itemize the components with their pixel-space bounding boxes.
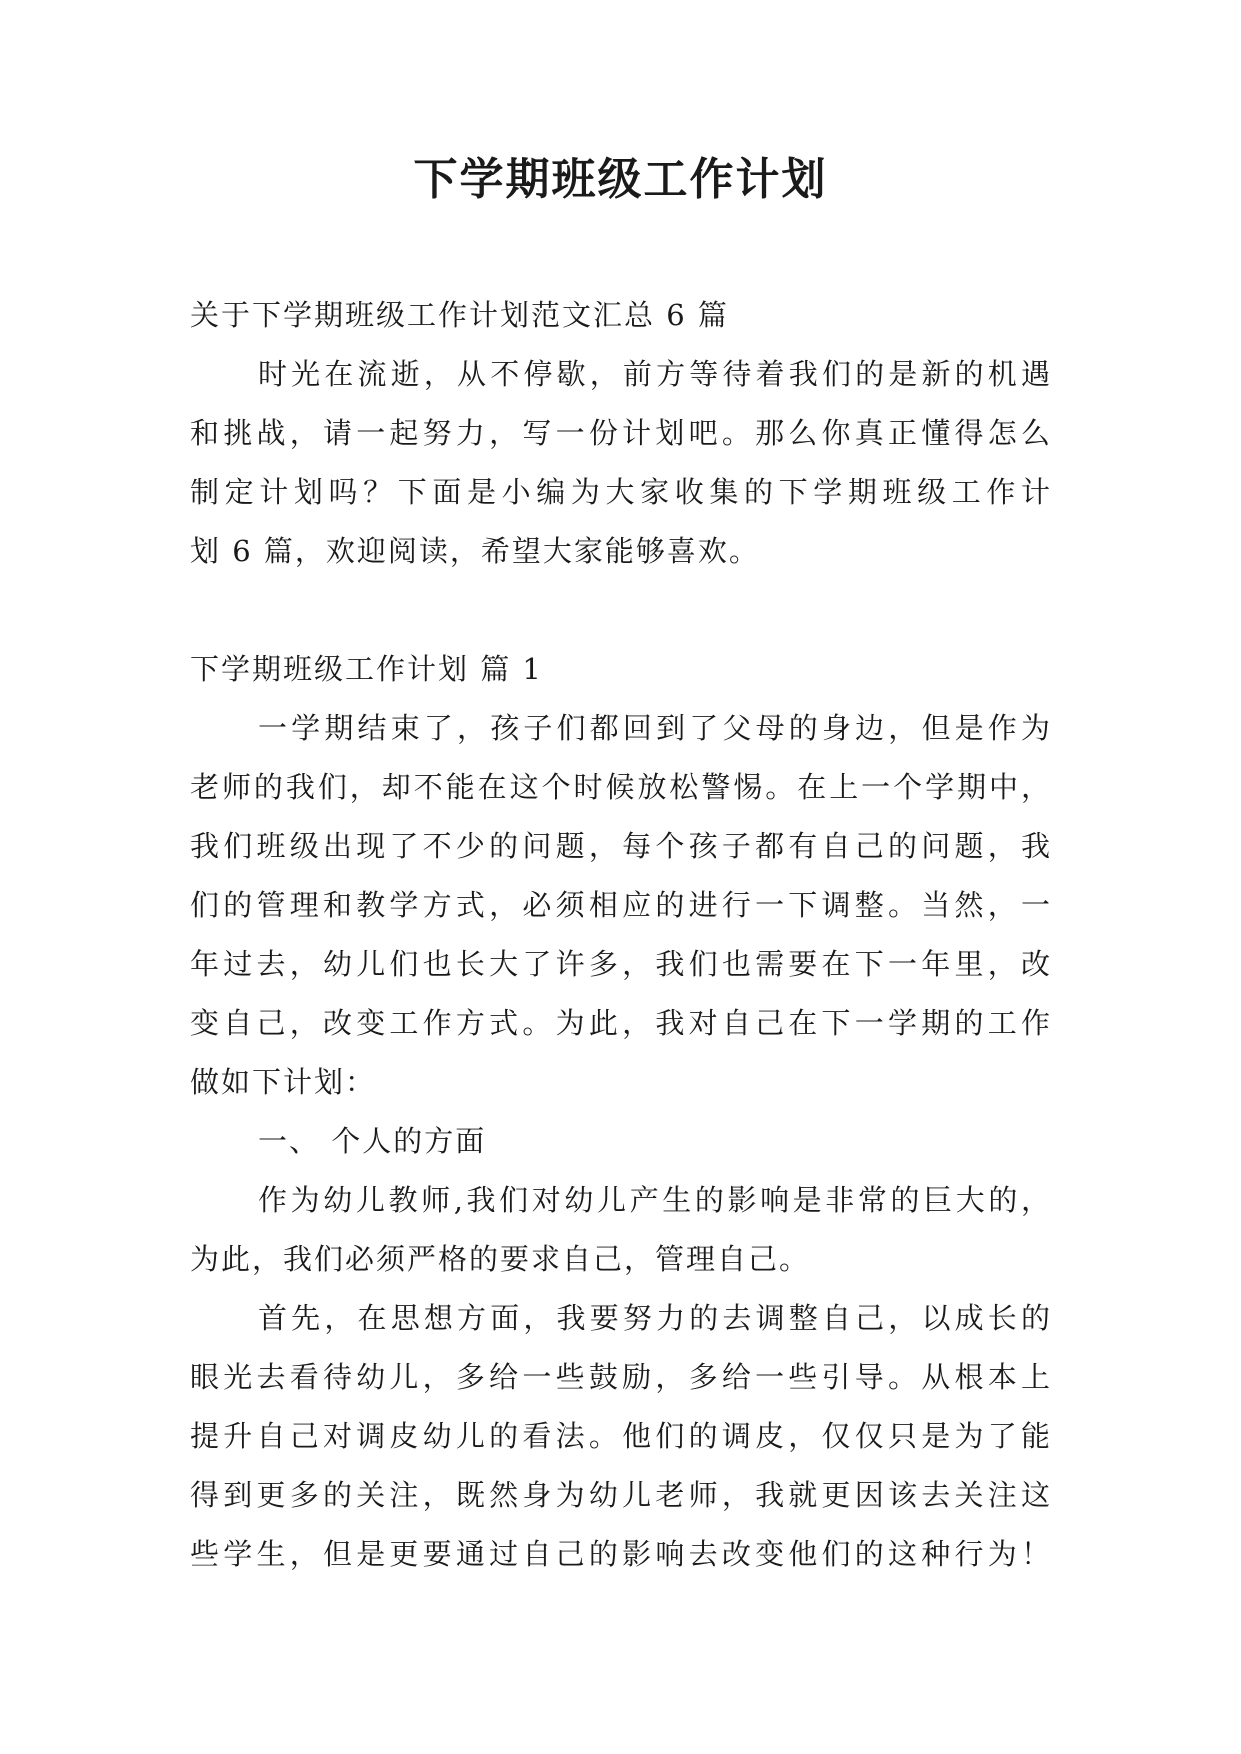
- paragraph-gap: [190, 581, 1052, 640]
- section-heading: 下学期班级工作计划 篇 1: [190, 652, 543, 686]
- paragraph-line: 变自己，改变工作方式。为此，我对自己在下一学期的工作: [190, 1006, 1052, 1040]
- paragraph-line: 我们班级出现了不少的问题，每个孩子都有自己的问题，我: [190, 829, 1052, 863]
- intro-line: 时光在流逝，从不停歇，前方等待着我们的是新的机遇: [258, 357, 1052, 391]
- document-subtitle: 关于下学期班级工作计划范文汇总 6 篇: [190, 298, 729, 332]
- item-heading: 一、 个人的方面: [258, 1124, 487, 1158]
- paragraph-line: 年过去，幼儿们也长大了许多，我们也需要在下一年里，改: [190, 947, 1052, 981]
- intro-line: 和挑战，请一起努力，写一份计划吧。那么你真正懂得怎么: [190, 416, 1052, 450]
- intro-line: 制定计划吗？下面是小编为大家收集的下学期班级工作计: [190, 475, 1052, 509]
- paragraph-line: 作为幼儿教师,我们对幼儿产生的影响是非常的巨大的，: [258, 1183, 1052, 1217]
- paragraph-line: 们的管理和教学方式，必须相应的进行一下调整。当然，一: [190, 888, 1052, 922]
- paragraph-line: 为此，我们必须严格的要求自己，管理自己。: [190, 1242, 811, 1276]
- paragraph-line: 些学生，但是更要通过自己的影响去改变他们的这种行为！: [190, 1537, 1052, 1571]
- document-title: 下学期班级工作计划: [413, 154, 828, 205]
- paragraph-line: 得到更多的关注，既然身为幼儿老师，我就更因该去关注这: [190, 1478, 1052, 1512]
- paragraph-line: 首先，在思想方面，我要努力的去调整自己，以成长的: [258, 1301, 1052, 1335]
- paragraph-line: 做如下计划：: [190, 1065, 377, 1099]
- document-body: [190, 286, 1052, 1584]
- paragraph-line: 眼光去看待幼儿，多给一些鼓励，多给一些引导。从根本上: [190, 1360, 1052, 1394]
- paragraph-line: 一学期结束了，孩子们都回到了父母的身边，但是作为: [258, 711, 1052, 745]
- intro-line: 划 6 篇，欢迎阅读，希望大家能够喜欢。: [190, 534, 760, 568]
- paragraph-line: 老师的我们，却不能在这个时候放松警惕。在上一个学期中，: [190, 770, 1052, 804]
- paragraph-line: 提升自己对调皮幼儿的看法。他们的调皮，仅仅只是为了能: [190, 1419, 1052, 1453]
